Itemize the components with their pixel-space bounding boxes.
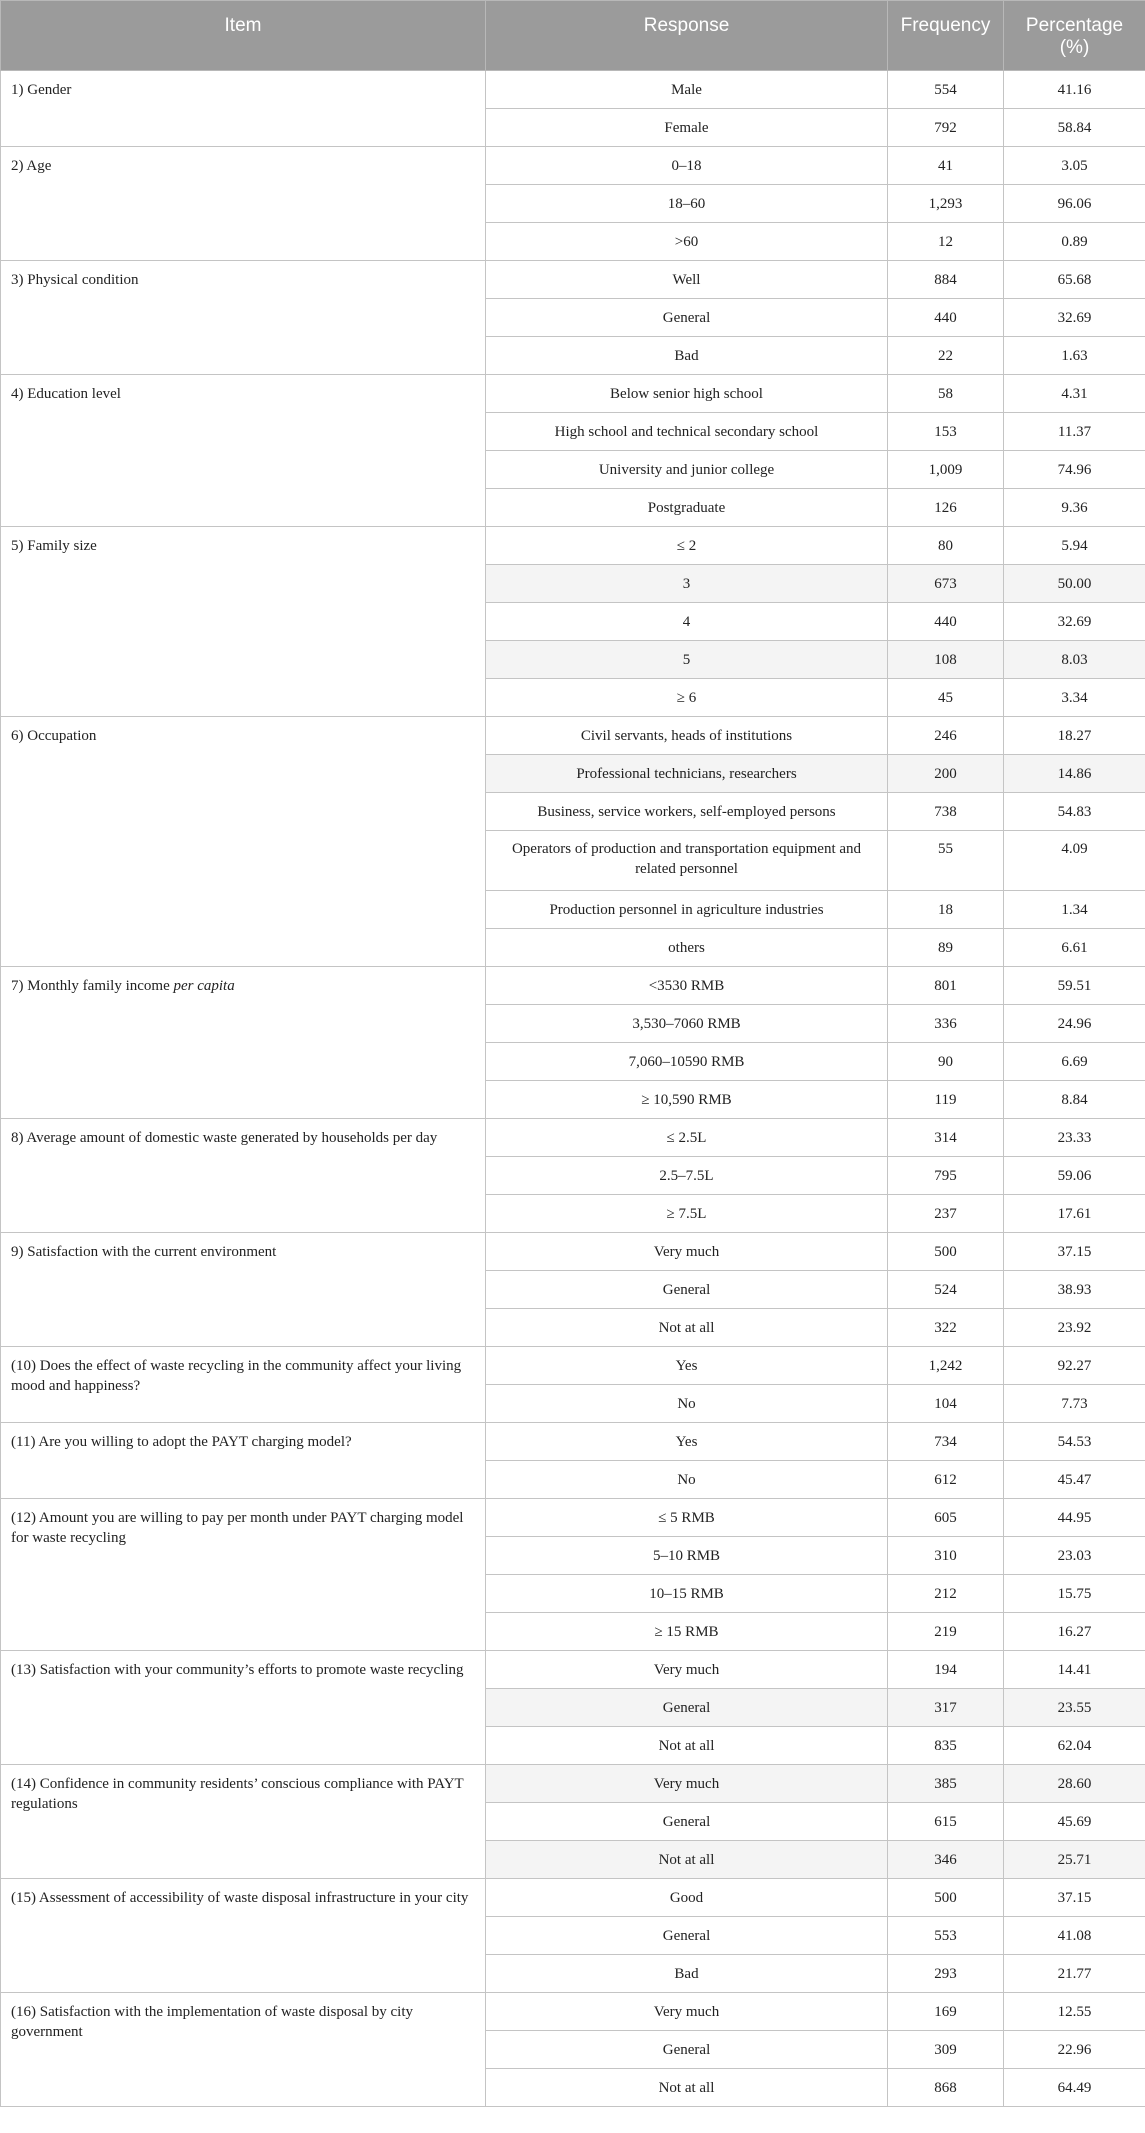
percentage-cell: 5.94 bbox=[1004, 527, 1145, 565]
frequency-cell: 554 bbox=[888, 71, 1004, 109]
frequency-cell: 346 bbox=[888, 1841, 1004, 1879]
item-cell bbox=[1, 1651, 486, 1765]
response-cell: Bad bbox=[486, 1955, 888, 1993]
table-row bbox=[1, 375, 1145, 413]
percentage-cell: 54.53 bbox=[1004, 1423, 1145, 1461]
percentage-cell: 11.37 bbox=[1004, 413, 1145, 451]
frequency-cell: 553 bbox=[888, 1917, 1004, 1955]
response-cell: General bbox=[486, 1271, 888, 1309]
percentage-cell: 17.61 bbox=[1004, 1195, 1145, 1233]
table-row bbox=[1, 967, 1145, 1005]
percentage-cell: 1.34 bbox=[1004, 891, 1145, 929]
table-row bbox=[1, 527, 1145, 565]
frequency-cell: 246 bbox=[888, 717, 1004, 755]
frequency-cell: 795 bbox=[888, 1157, 1004, 1195]
percentage-cell: 54.83 bbox=[1004, 793, 1145, 831]
response-cell: Yes bbox=[486, 1423, 888, 1461]
percentage-cell: 45.69 bbox=[1004, 1803, 1145, 1841]
frequency-cell: 309 bbox=[888, 2031, 1004, 2069]
percentage-cell: 28.60 bbox=[1004, 1765, 1145, 1803]
percentage-cell: 64.49 bbox=[1004, 2069, 1145, 2107]
item-cell bbox=[1, 527, 486, 717]
percentage-cell: 62.04 bbox=[1004, 1727, 1145, 1765]
item-cell bbox=[1, 717, 486, 967]
table-row bbox=[1, 1423, 1145, 1461]
table-row bbox=[1, 1765, 1145, 1803]
item-label: 6) Occupation bbox=[11, 728, 97, 744]
response-cell: ≥ 6 bbox=[486, 679, 888, 717]
response-cell: Good bbox=[486, 1879, 888, 1917]
frequency-cell: 169 bbox=[888, 1993, 1004, 2031]
item-label: 7) Monthly family income bbox=[11, 978, 174, 994]
percentage-cell: 65.68 bbox=[1004, 261, 1145, 299]
percentage-cell: 14.86 bbox=[1004, 755, 1145, 793]
header-percentage: Percentage (%) bbox=[1004, 1, 1145, 71]
response-cell: Professional technicians, researchers bbox=[486, 755, 888, 793]
response-cell: ≥ 15 RMB bbox=[486, 1613, 888, 1651]
item-label-emphasis: per capita bbox=[173, 978, 235, 994]
percentage-cell: 59.51 bbox=[1004, 967, 1145, 1005]
percentage-cell: 9.36 bbox=[1004, 489, 1145, 527]
item-label: (15) Assessment of accessibility of waste disposal infrastructure in your city bbox=[11, 1890, 469, 1906]
response-cell: 2.5–7.5L bbox=[486, 1157, 888, 1195]
response-cell: General bbox=[486, 1917, 888, 1955]
frequency-cell: 1,242 bbox=[888, 1347, 1004, 1385]
response-cell: ≥ 10,590 RMB bbox=[486, 1081, 888, 1119]
frequency-cell: 868 bbox=[888, 2069, 1004, 2107]
table-row bbox=[1, 147, 1145, 185]
frequency-cell: 385 bbox=[888, 1765, 1004, 1803]
frequency-cell: 18 bbox=[888, 891, 1004, 929]
percentage-cell: 44.95 bbox=[1004, 1499, 1145, 1537]
item-label: (13) Satisfaction with your community’s efforts to promote waste recycling bbox=[11, 1662, 464, 1678]
frequency-cell: 237 bbox=[888, 1195, 1004, 1233]
frequency-cell: 317 bbox=[888, 1689, 1004, 1727]
percentage-cell: 41.16 bbox=[1004, 71, 1145, 109]
response-cell: General bbox=[486, 299, 888, 337]
percentage-cell: 32.69 bbox=[1004, 299, 1145, 337]
frequency-cell: 801 bbox=[888, 967, 1004, 1005]
item-cell bbox=[1, 261, 486, 375]
frequency-cell: 734 bbox=[888, 1423, 1004, 1461]
percentage-cell: 23.55 bbox=[1004, 1689, 1145, 1727]
percentage-cell: 96.06 bbox=[1004, 185, 1145, 223]
percentage-cell: 37.15 bbox=[1004, 1233, 1145, 1271]
table-row bbox=[1, 717, 1145, 755]
table-body bbox=[1, 71, 1145, 2107]
response-cell: Yes bbox=[486, 1347, 888, 1385]
response-cell: Very much bbox=[486, 1765, 888, 1803]
response-cell: others bbox=[486, 929, 888, 967]
frequency-cell: 615 bbox=[888, 1803, 1004, 1841]
header-item: Item bbox=[1, 1, 486, 71]
response-cell: Not at all bbox=[486, 1727, 888, 1765]
response-cell: General bbox=[486, 1689, 888, 1727]
table-row bbox=[1, 1651, 1145, 1689]
percentage-cell: 23.92 bbox=[1004, 1309, 1145, 1347]
frequency-cell: 212 bbox=[888, 1575, 1004, 1613]
response-cell: No bbox=[486, 1461, 888, 1499]
percentage-cell: 92.27 bbox=[1004, 1347, 1145, 1385]
frequency-cell: 440 bbox=[888, 603, 1004, 641]
item-cell bbox=[1, 375, 486, 527]
response-cell: Civil servants, heads of institutions bbox=[486, 717, 888, 755]
percentage-cell: 14.41 bbox=[1004, 1651, 1145, 1689]
frequency-cell: 89 bbox=[888, 929, 1004, 967]
frequency-cell: 673 bbox=[888, 565, 1004, 603]
response-cell: <3530 RMB bbox=[486, 967, 888, 1005]
percentage-cell: 23.03 bbox=[1004, 1537, 1145, 1575]
header-response: Response bbox=[486, 1, 888, 71]
item-label: 3) Physical condition bbox=[11, 272, 139, 288]
percentage-cell: 6.69 bbox=[1004, 1043, 1145, 1081]
item-cell bbox=[1, 967, 486, 1119]
frequency-cell: 200 bbox=[888, 755, 1004, 793]
table-row bbox=[1, 1233, 1145, 1271]
frequency-cell: 219 bbox=[888, 1613, 1004, 1651]
percentage-cell: 21.77 bbox=[1004, 1955, 1145, 1993]
response-cell: University and junior college bbox=[486, 451, 888, 489]
table-row bbox=[1, 261, 1145, 299]
frequency-cell: 108 bbox=[888, 641, 1004, 679]
item-label: (10) Does the effect of waste recycling in the community affect your living mood and happiness? bbox=[11, 1358, 462, 1394]
frequency-cell: 792 bbox=[888, 109, 1004, 147]
percentage-cell: 12.55 bbox=[1004, 1993, 1145, 2031]
percentage-cell: 6.61 bbox=[1004, 929, 1145, 967]
table-row bbox=[1, 1119, 1145, 1157]
item-label: (12) Amount you are willing to pay per month under PAYT charging model for waste recycling bbox=[11, 1510, 464, 1546]
frequency-cell: 605 bbox=[888, 1499, 1004, 1537]
percentage-cell: 59.06 bbox=[1004, 1157, 1145, 1195]
frequency-cell: 293 bbox=[888, 1955, 1004, 1993]
frequency-cell: 336 bbox=[888, 1005, 1004, 1043]
percentage-cell: 7.73 bbox=[1004, 1385, 1145, 1423]
percentage-cell: 37.15 bbox=[1004, 1879, 1145, 1917]
item-cell bbox=[1, 1347, 486, 1423]
item-label: 2) Age bbox=[11, 158, 52, 174]
response-cell: No bbox=[486, 1385, 888, 1423]
response-cell: Well bbox=[486, 261, 888, 299]
response-cell: Bad bbox=[486, 337, 888, 375]
response-cell: 3,530–7060 RMB bbox=[486, 1005, 888, 1043]
percentage-cell: 1.63 bbox=[1004, 337, 1145, 375]
item-cell bbox=[1, 1879, 486, 1993]
response-cell: Female bbox=[486, 109, 888, 147]
percentage-cell: 0.89 bbox=[1004, 223, 1145, 261]
response-cell: Not at all bbox=[486, 1309, 888, 1347]
percentage-cell: 24.96 bbox=[1004, 1005, 1145, 1043]
table-row bbox=[1, 71, 1145, 109]
response-cell: Very much bbox=[486, 1993, 888, 2031]
item-label: 1) Gender bbox=[11, 82, 72, 98]
percentage-cell: 41.08 bbox=[1004, 1917, 1145, 1955]
percentage-cell: 58.84 bbox=[1004, 109, 1145, 147]
table-row bbox=[1, 1879, 1145, 1917]
frequency-cell: 314 bbox=[888, 1119, 1004, 1157]
percentage-cell: 4.31 bbox=[1004, 375, 1145, 413]
frequency-cell: 80 bbox=[888, 527, 1004, 565]
frequency-cell: 310 bbox=[888, 1537, 1004, 1575]
response-cell: Very much bbox=[486, 1233, 888, 1271]
frequency-cell: 55 bbox=[888, 831, 1004, 891]
table-row bbox=[1, 1499, 1145, 1537]
response-cell: ≥ 7.5L bbox=[486, 1195, 888, 1233]
frequency-cell: 1,009 bbox=[888, 451, 1004, 489]
frequency-cell: 884 bbox=[888, 261, 1004, 299]
item-cell bbox=[1, 1233, 486, 1347]
response-cell: 4 bbox=[486, 603, 888, 641]
header-row bbox=[1, 1, 1145, 71]
item-cell bbox=[1, 1993, 486, 2107]
percentage-cell: 74.96 bbox=[1004, 451, 1145, 489]
item-cell bbox=[1, 71, 486, 147]
frequency-cell: 738 bbox=[888, 793, 1004, 831]
item-label: (14) Confidence in community residents’ conscious compliance with PAYT regulations bbox=[11, 1776, 464, 1812]
table-row bbox=[1, 1993, 1145, 2031]
item-label: 4) Education level bbox=[11, 386, 121, 402]
response-cell: Not at all bbox=[486, 1841, 888, 1879]
frequency-cell: 1,293 bbox=[888, 185, 1004, 223]
item-label: 9) Satisfaction with the current environment bbox=[11, 1244, 277, 1260]
response-cell: Not at all bbox=[486, 2069, 888, 2107]
frequency-cell: 500 bbox=[888, 1879, 1004, 1917]
percentage-cell: 22.96 bbox=[1004, 2031, 1145, 2069]
frequency-cell: 524 bbox=[888, 1271, 1004, 1309]
frequency-cell: 22 bbox=[888, 337, 1004, 375]
response-cell: Operators of production and transportation equipment and related personnel bbox=[486, 831, 888, 891]
response-cell: 0–18 bbox=[486, 147, 888, 185]
percentage-cell: 16.27 bbox=[1004, 1613, 1145, 1651]
item-cell bbox=[1, 1499, 486, 1651]
response-cell: Very much bbox=[486, 1651, 888, 1689]
frequency-cell: 119 bbox=[888, 1081, 1004, 1119]
frequency-cell: 12 bbox=[888, 223, 1004, 261]
frequency-cell: 153 bbox=[888, 413, 1004, 451]
response-cell: 7,060–10590 RMB bbox=[486, 1043, 888, 1081]
percentage-cell: 25.71 bbox=[1004, 1841, 1145, 1879]
response-cell: ≤ 2 bbox=[486, 527, 888, 565]
frequency-cell: 322 bbox=[888, 1309, 1004, 1347]
table-row bbox=[1, 1347, 1145, 1385]
frequency-cell: 194 bbox=[888, 1651, 1004, 1689]
percentage-cell: 4.09 bbox=[1004, 831, 1145, 891]
frequency-cell: 104 bbox=[888, 1385, 1004, 1423]
response-cell: 5 bbox=[486, 641, 888, 679]
response-cell: Postgraduate bbox=[486, 489, 888, 527]
percentage-cell: 23.33 bbox=[1004, 1119, 1145, 1157]
percentage-cell: 15.75 bbox=[1004, 1575, 1145, 1613]
percentage-cell: 45.47 bbox=[1004, 1461, 1145, 1499]
frequency-cell: 835 bbox=[888, 1727, 1004, 1765]
frequency-cell: 45 bbox=[888, 679, 1004, 717]
item-label: (16) Satisfaction with the implementation of waste disposal by city government bbox=[11, 2004, 414, 2040]
frequency-cell: 126 bbox=[888, 489, 1004, 527]
response-cell: Production personnel in agriculture industries bbox=[486, 891, 888, 929]
item-label: 8) Average amount of domestic waste generated by households per day bbox=[11, 1130, 438, 1146]
percentage-cell: 3.34 bbox=[1004, 679, 1145, 717]
response-cell: High school and technical secondary school bbox=[486, 413, 888, 451]
percentage-cell: 18.27 bbox=[1004, 717, 1145, 755]
response-cell: ≤ 5 RMB bbox=[486, 1499, 888, 1537]
table-header bbox=[1, 1, 1145, 71]
percentage-cell: 8.03 bbox=[1004, 641, 1145, 679]
frequency-cell: 612 bbox=[888, 1461, 1004, 1499]
item-cell bbox=[1, 1765, 486, 1879]
response-cell: 3 bbox=[486, 565, 888, 603]
frequency-cell: 440 bbox=[888, 299, 1004, 337]
response-cell: Business, service workers, self-employed persons bbox=[486, 793, 888, 831]
percentage-cell: 8.84 bbox=[1004, 1081, 1145, 1119]
frequency-cell: 90 bbox=[888, 1043, 1004, 1081]
frequency-cell: 500 bbox=[888, 1233, 1004, 1271]
header-frequency: Frequency bbox=[888, 1, 1004, 71]
response-cell: General bbox=[486, 2031, 888, 2069]
frequency-cell: 41 bbox=[888, 147, 1004, 185]
response-cell: Below senior high school bbox=[486, 375, 888, 413]
percentage-cell: 38.93 bbox=[1004, 1271, 1145, 1309]
item-cell bbox=[1, 1423, 486, 1499]
response-cell: >60 bbox=[486, 223, 888, 261]
response-cell: General bbox=[486, 1803, 888, 1841]
percentage-cell: 50.00 bbox=[1004, 565, 1145, 603]
response-cell: Male bbox=[486, 71, 888, 109]
frequency-cell: 58 bbox=[888, 375, 1004, 413]
percentage-cell: 3.05 bbox=[1004, 147, 1145, 185]
response-cell: 5–10 RMB bbox=[486, 1537, 888, 1575]
percentage-cell: 32.69 bbox=[1004, 603, 1145, 641]
item-cell bbox=[1, 1119, 486, 1233]
item-cell bbox=[1, 147, 486, 261]
response-cell: 18–60 bbox=[486, 185, 888, 223]
response-cell: 10–15 RMB bbox=[486, 1575, 888, 1613]
item-label: (11) Are you willing to adopt the PAYT charging model? bbox=[11, 1434, 352, 1450]
response-cell: ≤ 2.5L bbox=[486, 1119, 888, 1157]
item-label: 5) Family size bbox=[11, 538, 97, 554]
